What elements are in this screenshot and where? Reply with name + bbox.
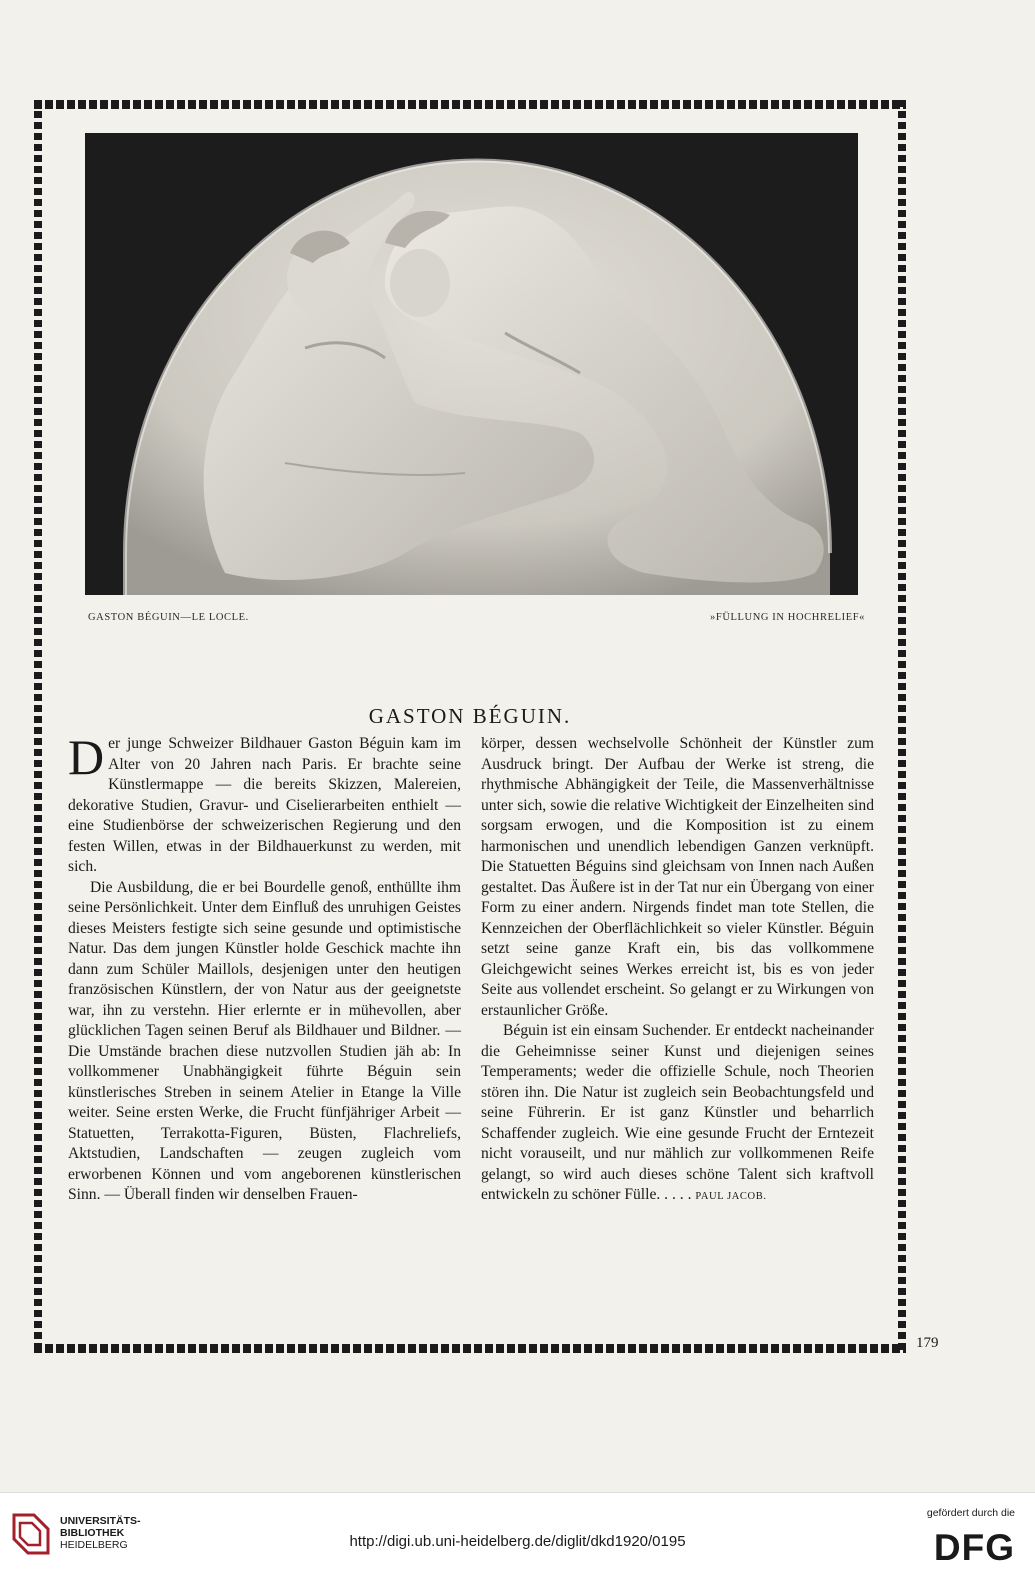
library-name-line: UNIVERSITÄTS- (60, 1515, 141, 1527)
frame-top (34, 100, 906, 109)
paragraph-text: Béguin ist ein einsam Suchender. Er entdeckt nacheinander die Geheimnisse seiner Kunst und diejenigen seines Temperaments; weder die offizielle Schule, noch Theorien stören ihn. Die Natur ist zugleich sein Beobachtungsfeld und seine Führerin. Er ist ganz Künstler und beharrlich Schaffender zugleich. Wie eine gesunde Frucht der Erntezeit nicht vorauseilt, und nur mählich zur vollkommenen Reife gelangt, so wird auch dieses schöne Talent sich kraftvoll entwickeln zu schöner Fülle. . . . . (481, 1022, 874, 1203)
drop-cap: D (68, 729, 105, 785)
article-column-left (68, 729, 461, 1206)
relief-illustration (85, 133, 858, 595)
digitization-footer (0, 1492, 1035, 1586)
paragraph-text: er junge Schweizer Bildhauer Gaston Béguin kam im Alter von 20 Jahren nach Paris. Er brachte seine Künstlermappe — die bereits Skizzen, Malereien, dekorative Studien, Gravur- und Ciselierarbeiten enthielt — eine Studienbörse der schweizerischen Regierung und den festen Willen, etwas in der Bildhauerkunst zu werden, mit sich. (68, 735, 461, 875)
article-column-right (481, 734, 874, 1208)
paragraph: Die Ausbildung, die er bei Bourdelle genoß, enthüllte ihm seine Persönlichkeit. Unter dem Einfluß des unruhigen Geistes dieses Meisters festigte sich seine gesunde und optimistische Natur. Das dem jungen Künstler holde Geschick machte ihn dann zum Schüler Maillols, desjenigen unter den heutigen französischen Künstlern, der von Natur aus der geeignetste war, ihn zu verstehn. Hier erlernte er in mühevollen, aber glücklichen Tagen seinen Beruf als Bildhauer und Bildner. — Die Umstände brachen diese nutzvollen Studien jäh ab: In vollkommener Unabhängigkeit führte Béguin sein künstlerisches Streben in seinem Atelier in Etange la Ville weiter. Seine ersten Werke, die Frucht fünfjähriger Arbeit — Statuetten, Terrakotta-Figuren, Büsten, Flachreliefs, Aktstudien, Landschaften — zeugen zugleich vom erworbenen Können und vom angeborenen künstlerischen Sinn. — Überall finden wir denselben Frauen- (68, 878, 461, 1203)
paragraph: körper, dessen wechselvolle Schönheit der Künstler zum Ausdruck bringt. Der Aufbau der Werke ist streng, die rhythmische Abhängigkeit der Teile, die Massenverhältnisse unter sich, sowie die relative Wichtigkeit der Einzelheiten sind sorgsam erwogen, und die Komposition ist zu einem harmonischen und unendlich lebendigen Ganzen verknüpft. Die Statuetten Béguins sind gleichsam von Innen nach Außen gestaltet. Das Äußere ist in der Tat nur ein Übergang von einer Form zu einer andern. Nirgends findet man tote Stellen, die Kennzeichen der Oberflächlichkeit so vieler Künstler. Béguin setzt seine ganze Kraft ein, bis das vollkommene Gleichgewicht seines Werkes erreicht ist, bis es von jeder Seite aus vollendet erscheint. So gelangt er zu Wirkungen von erstaunlicher Größe. (481, 735, 874, 1019)
paragraph (481, 1021, 874, 1208)
permalink-url[interactable]: http://digi.ub.uni-heidelberg.de/diglit/dkd1920/0195 (349, 1533, 686, 1550)
relief-photograph (85, 133, 858, 595)
funding-note: gefördert durch die (926, 1507, 1015, 1519)
photo-caption-left: GASTON BÉGUIN—LE LOCLE. (88, 612, 249, 623)
frame-bottom (34, 1344, 906, 1353)
library-name-line: HEIDELBERG (60, 1539, 128, 1551)
paragraph (68, 729, 461, 878)
dfg-logo: DFG (933, 1527, 1015, 1568)
library-name-line: BIBLIOTHEK (60, 1527, 125, 1539)
article-title: GASTON BÉGUIN. (368, 704, 572, 729)
author-signature: PAUL JACOB. (695, 1191, 767, 1202)
page-number: 179 (916, 1335, 939, 1351)
photo-caption-right: »FÜLLUNG IN HOCHRELIEF« (710, 612, 865, 623)
